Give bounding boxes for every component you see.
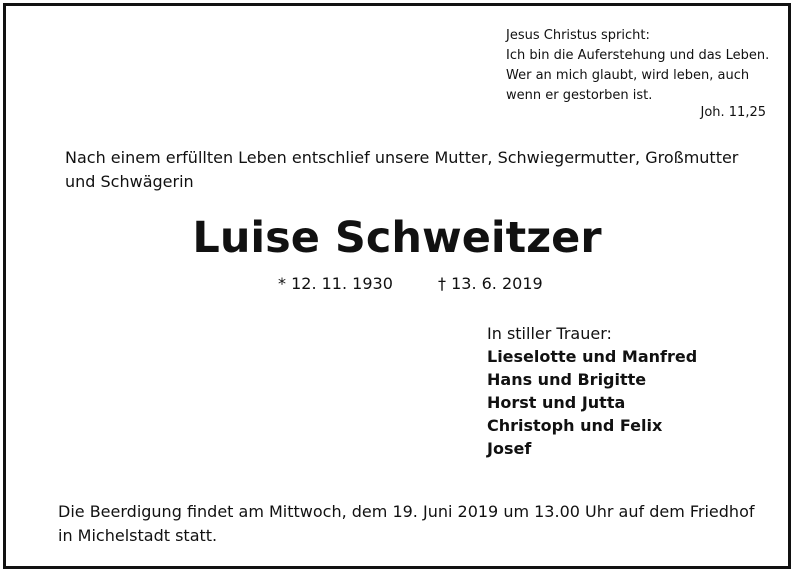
- mourners-block: [487, 322, 777, 460]
- verse-line: Ich bin die Auferstehung und das Leben.: [506, 48, 770, 63]
- funeral-line: in Michelstadt statt.: [58, 526, 218, 545]
- birth-date: * 12. 11. 1930: [278, 274, 393, 293]
- mourning-intro: In stiller Trauer:: [487, 324, 612, 343]
- mourner-name: Hans und Brigitte: [487, 370, 647, 389]
- funeral-info: [58, 500, 778, 548]
- verse-line: Wer an mich glaubt, wird leben, auch: [506, 68, 750, 83]
- verse-line: Jesus Christus spricht:: [506, 28, 650, 43]
- deceased-name: Luise Schweitzer: [192, 213, 602, 263]
- mourner-name: Josef: [487, 439, 532, 458]
- verse-line: wenn er gestorben ist.: [506, 88, 653, 103]
- intro-text: [65, 146, 775, 194]
- death-date: † 13. 6. 2019: [438, 274, 543, 293]
- mourner-name: Christoph und Felix: [487, 416, 663, 435]
- bible-verse: [506, 26, 776, 106]
- mourner-name: Lieselotte und Manfred: [487, 347, 698, 366]
- intro-line: Nach einem erfüllten Leben entschlief unsere Mutter, Schwiegermutter, Großmutter: [65, 148, 739, 167]
- mourner-name: Horst und Jutta: [487, 393, 626, 412]
- obituary-notice: [3, 3, 791, 569]
- intro-line: und Schwägerin: [65, 172, 194, 191]
- verse-reference: Joh. 11,25: [700, 105, 766, 120]
- funeral-line: Die Beerdigung findet am Mittwoch, dem 19. Juni 2019 um 13.00 Uhr auf dem Friedhof: [58, 502, 755, 521]
